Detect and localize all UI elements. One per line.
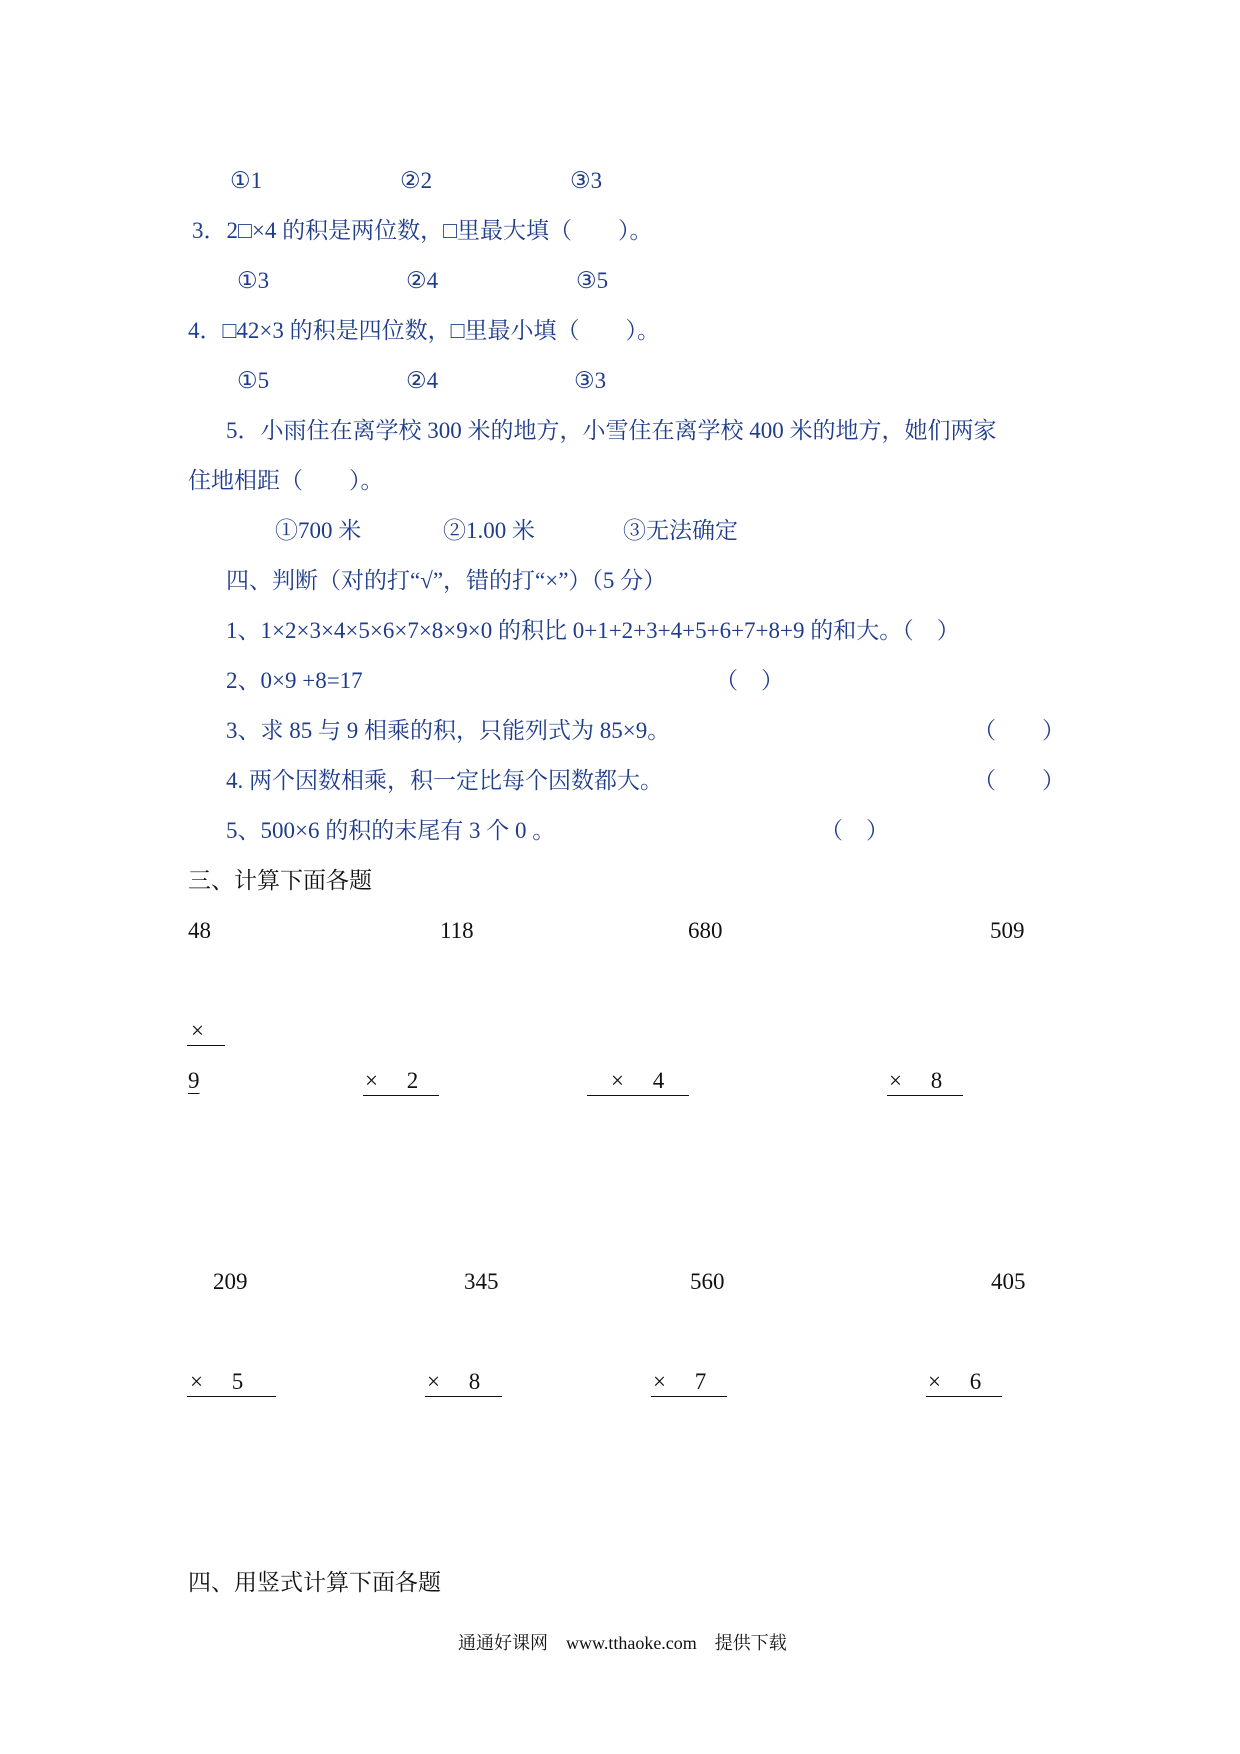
calc-multiplier-7: × 7	[653, 1369, 707, 1394]
q2-option-3: ③3	[570, 168, 603, 193]
calc-top-3: 680	[688, 918, 723, 943]
calc-top-8: 405	[991, 1269, 1026, 1294]
calc-multiplier-4: × 8	[889, 1068, 943, 1093]
calc-underline-1	[187, 1045, 225, 1046]
calc-underline-7	[651, 1396, 727, 1397]
calc-underline-5	[187, 1396, 276, 1397]
q4-option-2: ②4	[406, 368, 439, 393]
q5-option-3: ③无法确定	[623, 518, 738, 543]
calc-top-4: 509	[990, 918, 1025, 943]
q4-option-3: ③3	[574, 368, 607, 393]
judge-item-1: 1、1×2×3×4×5×6×7×8×9×0 的积比 0+1+2+3+4+5+6+7+8+9 的和大。（ ）	[226, 618, 960, 643]
q5-option-1: ①700 米	[275, 518, 362, 543]
q5-line2: 住地相距（ ）。	[188, 468, 384, 493]
calc-title: 三、计算下面各题	[188, 868, 372, 893]
q3-text: 3．2□×4 的积是两位数，□里最大填（ ）。	[192, 218, 653, 243]
q3-option-2: ②4	[406, 268, 439, 293]
judge-item-3-paren: （ ）	[973, 718, 1065, 743]
vertical-calc-title: 四、用竖式计算下面各题	[188, 1570, 441, 1595]
judge-item-4: 4. 两个因数相乘，积一定比每个因数都大。	[226, 768, 663, 793]
judge-item-2: 2、0×9 +8=17	[226, 668, 363, 693]
calc-times-1: ×	[191, 1018, 204, 1043]
q3-option-3: ③5	[576, 268, 609, 293]
judge-item-4-paren: （ ）	[973, 768, 1065, 793]
judge-item-5: 5、500×6 的积的末尾有 3 个 0 。	[226, 818, 556, 843]
footer-text: 通通好课网 www.tthaoke.com 提供下载	[458, 1633, 787, 1653]
calc-multiplier-6: × 8	[427, 1369, 481, 1394]
q2-option-1: ①1	[230, 168, 263, 193]
calc-underline-6	[425, 1396, 502, 1397]
calc-underline-4	[887, 1095, 963, 1096]
judge-title: 四、判断（对的打“√”，错的打“×”）（5 分）	[226, 568, 667, 593]
calc-multiplier-2: × 2	[365, 1068, 419, 1093]
q5-line1: 5．小雨住在离学校 300 米的地方，小雪住在离学校 400 米的地方，她们两家	[226, 418, 997, 443]
calc-underline-2	[363, 1095, 439, 1096]
calc-multiplier-1: 9	[188, 1068, 200, 1093]
calc-multiplier-5: × 5	[190, 1369, 244, 1394]
calc-underline-3	[587, 1095, 689, 1096]
calc-top-2: 118	[440, 918, 474, 943]
judge-item-2-paren: （ ）	[715, 668, 784, 693]
q3-option-1: ①3	[237, 268, 270, 293]
calc-top-5: 209	[213, 1269, 248, 1294]
judge-item-3: 3、求 85 与 9 相乘的积，只能列式为 85×9。	[226, 718, 671, 743]
q4-option-1: ①5	[237, 368, 270, 393]
calc-top-7: 560	[690, 1269, 725, 1294]
calc-multiplier-8: × 6	[928, 1369, 982, 1394]
calc-top-6: 345	[464, 1269, 499, 1294]
judge-item-5-paren: （ ）	[820, 818, 889, 843]
calc-multiplier-3: × 4	[588, 1068, 665, 1093]
q5-option-2: ②1.00 米	[443, 518, 535, 543]
q2-option-2: ②2	[400, 168, 433, 193]
calc-top-1: 48	[188, 918, 211, 943]
q4-text: 4．□42×3 的积是四位数，□里最小填（ ）。	[188, 318, 661, 343]
calc-underline-8	[926, 1396, 1002, 1397]
